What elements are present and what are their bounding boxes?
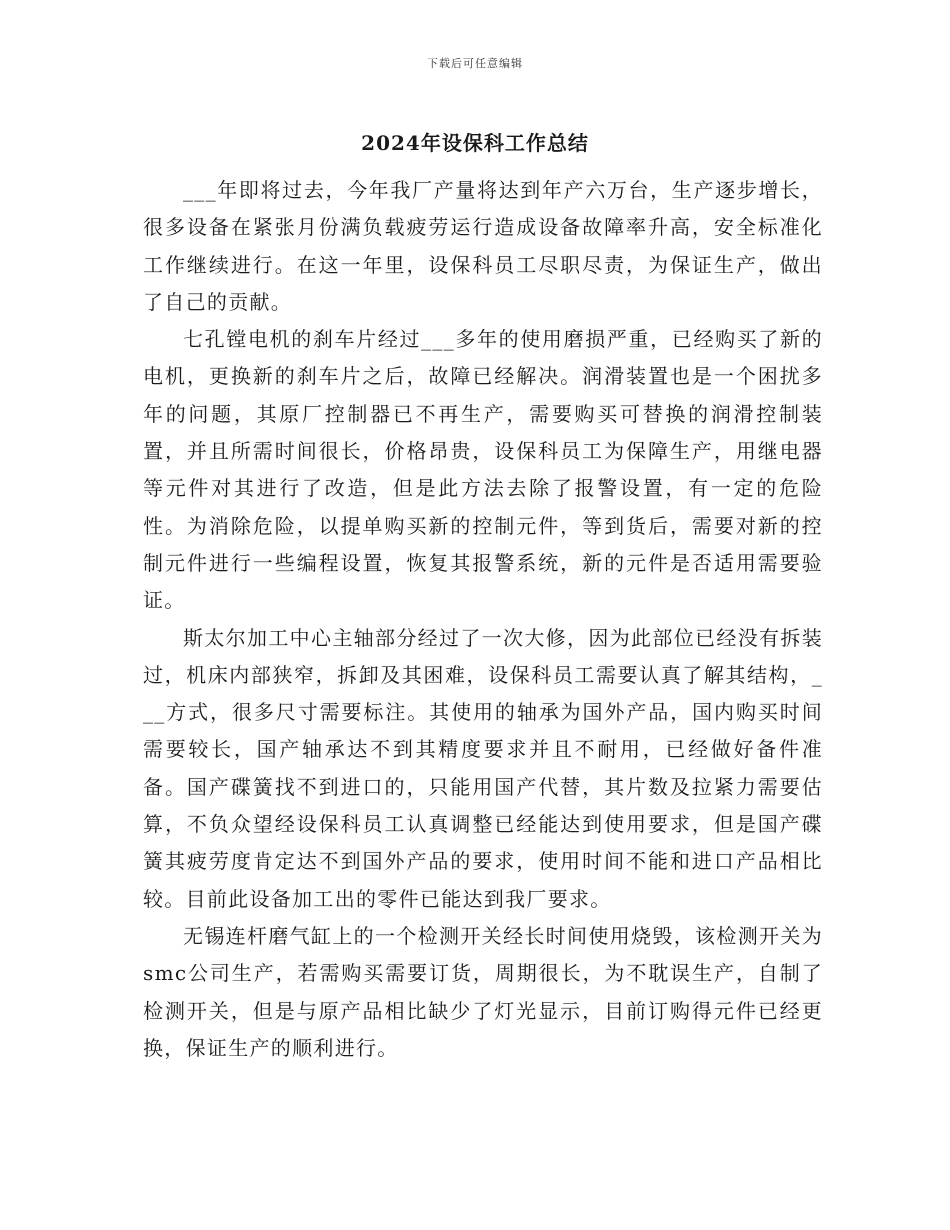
paragraph-spindle-repair: 斯太尔加工中心主轴部分经过了一次大修，因为此部位已经没有拆装过，机床内部狭窄，拆卸及其困难，设保科员工需要认真了解其结构，___方式，很多尺寸需要标注。其使用的轴承为国外产品，国内购买时间需要较长，国产轴承达不到其精度要求并且不耐用，已经做好备件准备。国产碟簧找不到进口的，只能用国产代替，其片数及拉紧力需要估算，不负众望经设保科员工认真调整已经能达到使用要求，但是国产碟簧其疲劳度肯定达不到国外产品的要求，使用时间不能和进口产品相比较。目前此设备加工出的零件已能达到我厂要求。 [143,625,823,911]
page-title: 2024年设保科工作总结 [361,131,589,155]
document-body [143,172,823,1067]
header-note: 下载后可任意编辑 [427,57,523,70]
paragraph-detection-switch: 无锡连杆磨气缸上的一个检测开关经长时间使用烧毁，该检测开关为smc公司生产，若需购买需要订货，周期很长，为不耽误生产，自制了检测开关，但是与原产品相比缺少了灯光显示，目前订购得元件已经更换，保证生产的顺利进行。 [143,923,823,1060]
paragraph-boring-motor: 七孔镗电机的刹车片经过___多年的使用磨损严重，已经购买了新的电机，更换新的刹车片之后，故障已经解决。润滑装置也是一个困扰多年的问题，其原厂控制器已不再生产，需要购买可替换的润滑控制装置，并且所需时间很长，价格昂贵，设保科员工为保障生产，用继电器等元件对其进行了改造，但是此方法去除了报警设置，有一定的危险性。为消除危险，以提单购买新的控制元件，等到货后，需要对新的控制元件进行一些编程设置，恢复其报警系统，新的元件是否适用需要验证。 [143,327,823,613]
paragraph-intro: ___年即将过去，今年我厂产量将达到年产六万台，生产逐步增长，很多设备在紧张月份满负载疲劳运行造成设备故障率升高，安全标准化工作继续进行。在这一年里，设保科员工尽职尽责，为保证生产，做出了自己的贡献。 [143,178,823,314]
